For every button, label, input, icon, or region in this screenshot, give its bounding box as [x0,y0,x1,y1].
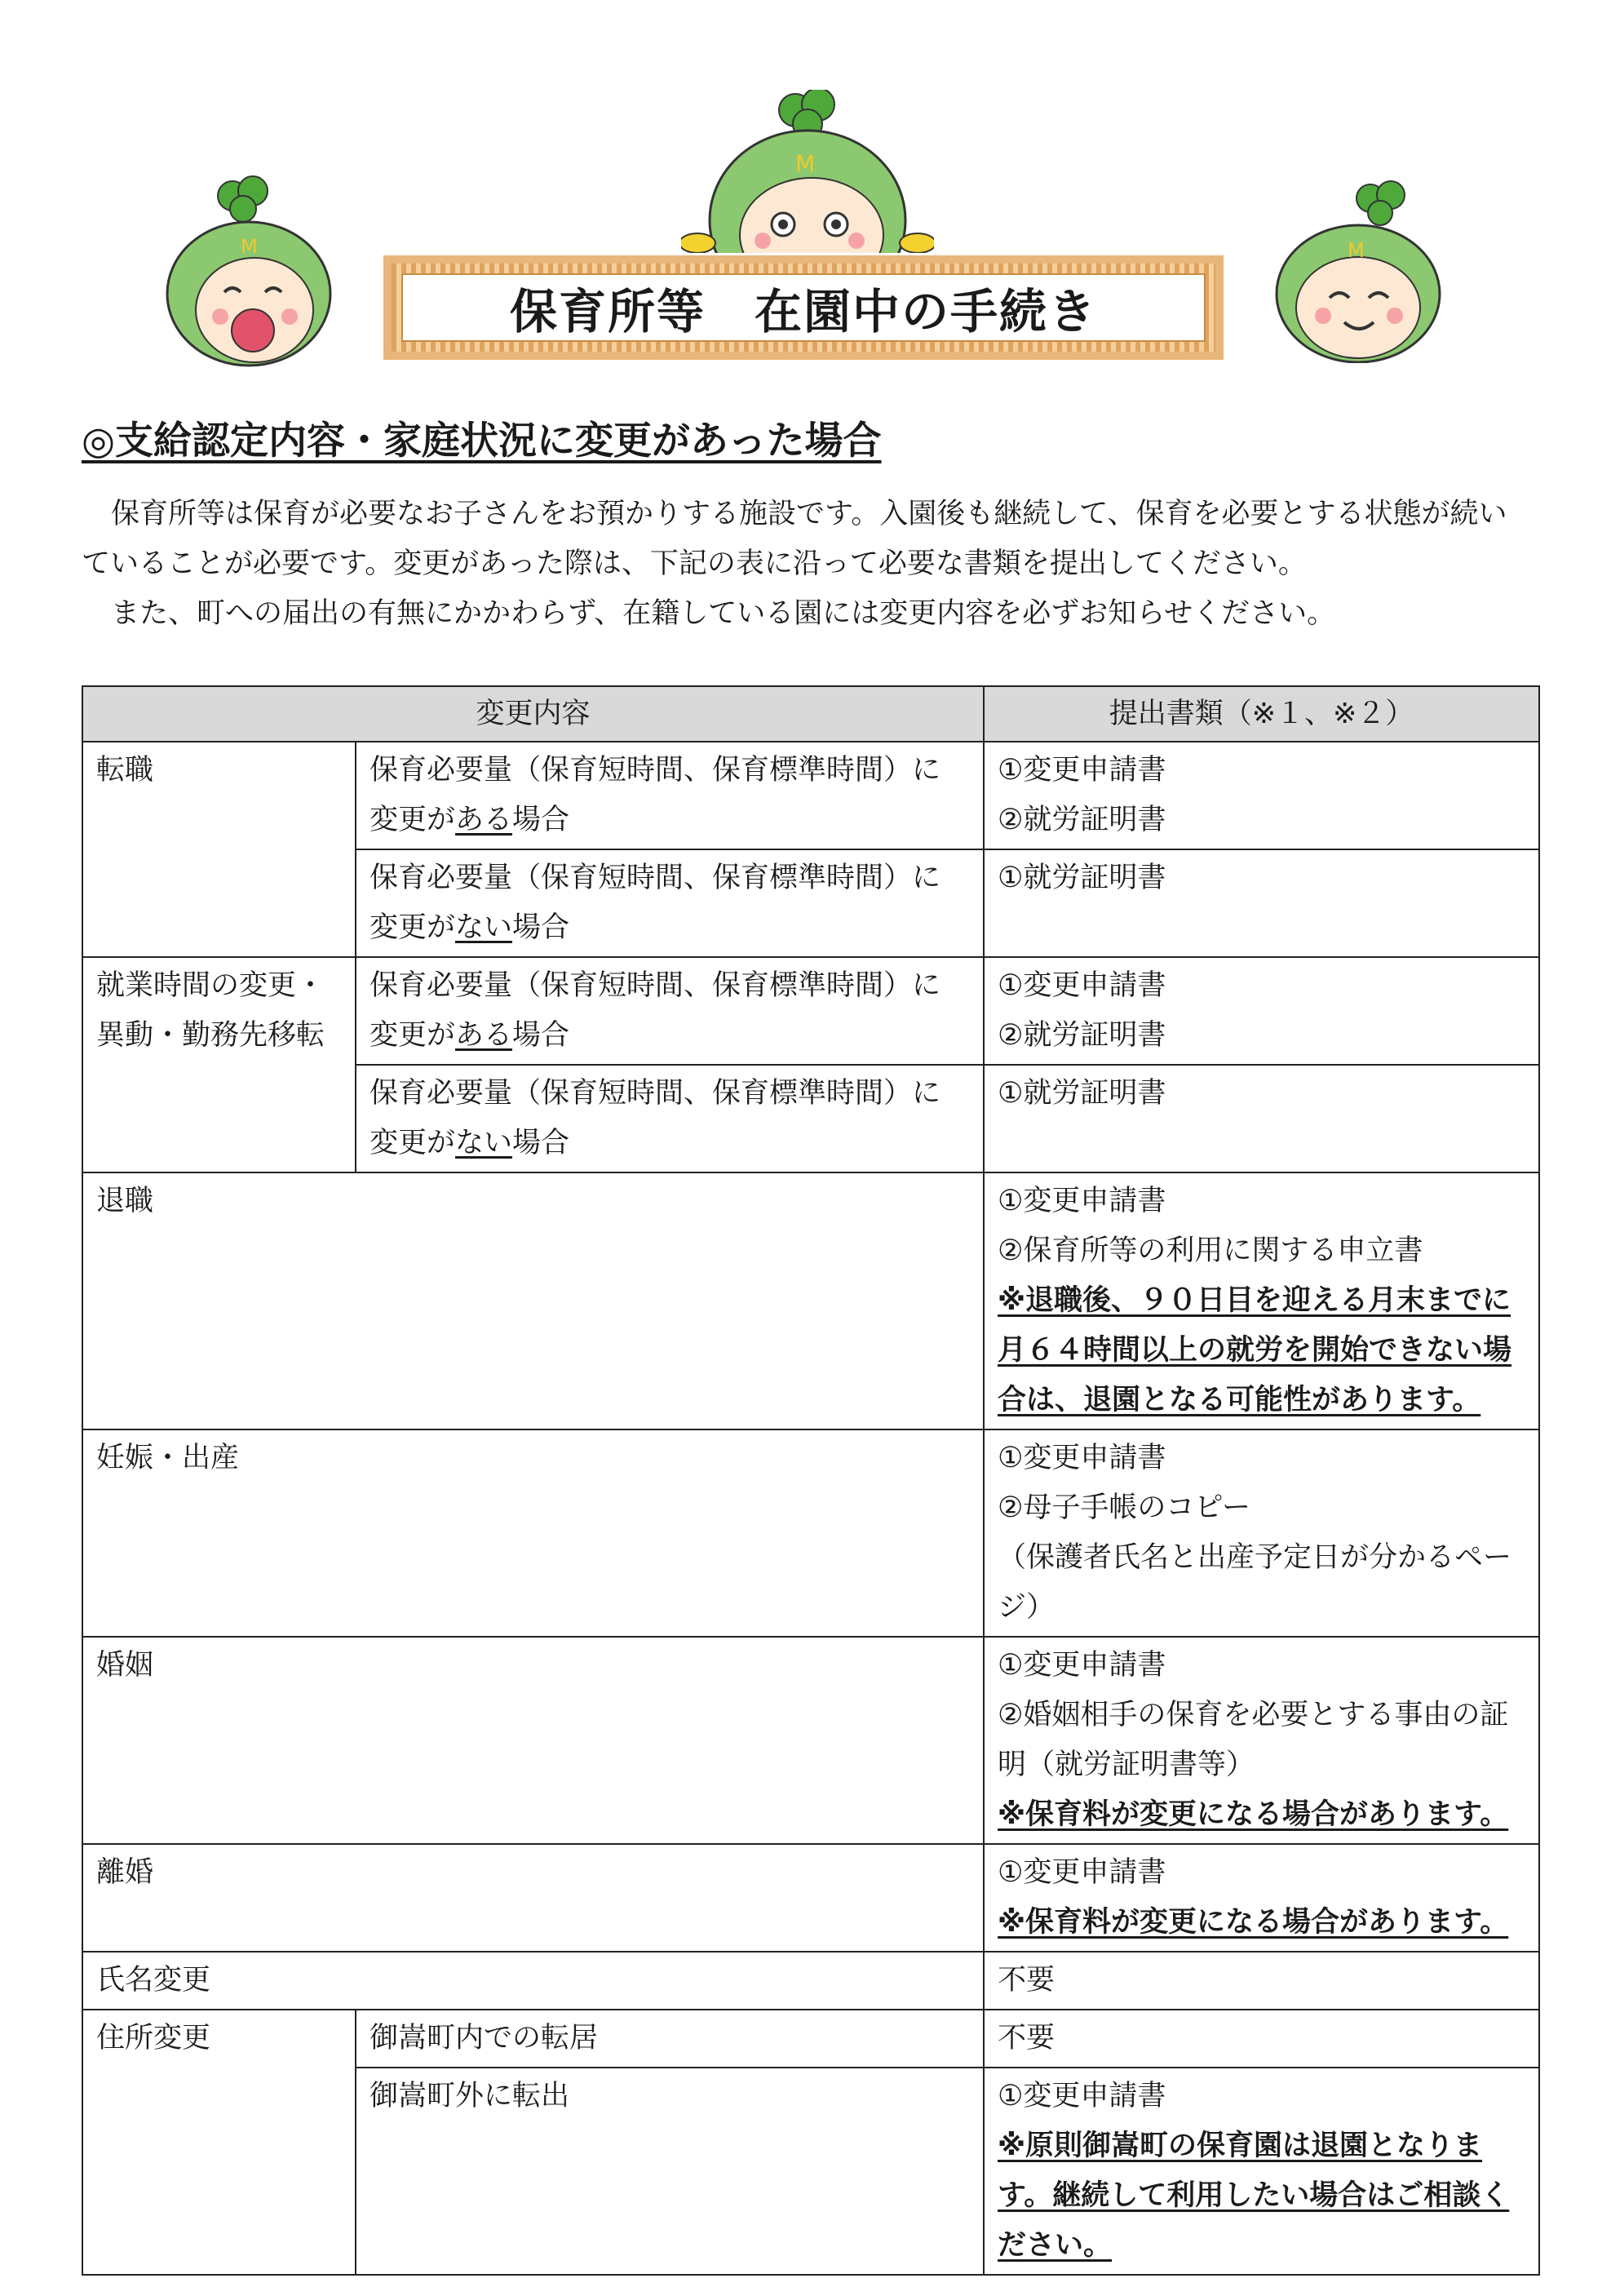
condition-cell [356,849,984,957]
condition-prefix: 保育必要量（保育短時間、保育標準時間）に [370,969,941,1002]
condition-cell [356,742,984,849]
condition-cell: 御嵩町内での転居 [356,2010,984,2068]
table-row [82,1429,1539,1637]
table-row [82,957,1539,1065]
header-change: 変更内容 [82,686,984,742]
table-row [82,1844,1539,1952]
intro-text [82,490,1534,639]
svg-text:M: M [795,150,816,177]
row-label-job-change: 転職 [82,742,356,957]
docs-cell [984,742,1539,849]
docs-cell [984,1844,1539,1952]
row-label-name-change: 氏名変更 [82,1952,984,2010]
doc-item: ①変更申請書 [998,2080,1166,2112]
condition-prefix: 保育必要量（保育短時間、保育標準時間）に [370,862,941,894]
procedures-table [82,685,1540,2276]
intro-paragraph-2: また、町への届出の有無にかかわらず、在籍している園には変更内容を必ずお知らせください。 [111,597,1336,630]
docs-cell [984,1429,1539,1637]
doc-item: ①変更申請書 [998,754,1166,787]
fee-note: ※保育料が変更になる場合があります。 [998,1906,1509,1939]
docs-cell: 不要 [984,2010,1539,2068]
row-label-pregnancy: 妊娠・出産 [82,1429,984,1637]
doc-item: ②保育所等の利用に関する申立書 [998,1234,1423,1267]
doc-item: （保護者氏名と出産予定日が分かるページ） [998,1541,1512,1624]
header-docs: 提出書類（※１、※２） [984,686,1539,742]
condition-suffix: 変更がある場合 [370,1019,570,1052]
doc-item: ②就労証明書 [998,1019,1166,1052]
condition-prefix: 保育必要量（保育短時間、保育標準時間）に [370,1077,941,1110]
doc-item: ②就労証明書 [998,804,1166,836]
row-label-work-change: 就業時間の変更・ 異動・勤務先移転 [82,957,356,1172]
mascot-left-icon [163,171,334,367]
docs-cell [984,957,1539,1065]
condition-suffix: 変更がない場合 [370,911,570,944]
row-label-divorce: 離婚 [82,1844,984,1952]
condition-suffix: 変更がある場合 [370,804,570,836]
intro-paragraph-1: 保育所等は保育が必要なお子さんをお預かりする施設です。入園後も継続して、保育を必要とする状態が続いていることが必要です。変更があった際は、下記の表に沿って必要な書類を提出してください。 [82,498,1507,580]
row-label-marriage: 婚姻 [82,1637,984,1844]
fee-note: ※保育料が変更になる場合があります。 [998,1798,1509,1831]
doc-item: ②母子手帳のコピー [998,1492,1250,1524]
table-row [82,1172,1539,1429]
docs-cell [984,2068,1539,2275]
table-header-row [82,686,1539,742]
svg-text:M: M [241,235,258,258]
docs-cell: 不要 [984,1952,1539,2010]
row-label-retire: 退職 [82,1172,984,1429]
row-label-address-change: 住所変更 [82,2010,356,2275]
doc-item: ①変更申請書 [998,1649,1166,1682]
docs-cell [984,1172,1539,1429]
condition-cell [356,957,984,1065]
doc-item: ①変更申請書 [998,1856,1166,1889]
condition-cell [356,1065,984,1172]
docs-cell [984,1637,1539,1844]
doc-item: ①変更申請書 [998,969,1166,1002]
table-row [82,1952,1539,2010]
condition-prefix: 保育必要量（保育短時間、保育標準時間）に [370,754,941,787]
svg-text:M: M [1348,239,1365,262]
page-title: 保育所等 在園中の手続き [401,273,1206,342]
docs-cell [984,849,1539,957]
retire-note: ※退職後、９０日目を迎える月末までに月６４時間以上の就労を開始できない場合は、退園となる可能性があります。 [998,1284,1512,1416]
mascot-right-icon [1272,175,1444,363]
condition-suffix: 変更がない場合 [370,1127,570,1159]
doc-item: ①変更申請書 [998,1442,1166,1474]
doc-item: ②婚姻相手の保育を必要とする事由の証明（就労証明書等） [998,1699,1509,1781]
condition-cell: 御嵩町外に転出 [356,2068,984,2275]
docs-cell [984,1065,1539,1172]
mascot-center-icon [681,90,934,253]
table-row [82,2010,1539,2068]
table-row [82,742,1539,849]
move-out-note: ※原則御嵩町の保育園は退園となります。継続して利用したい場合はご相談ください。 [998,2130,1510,2262]
table-row [82,1637,1539,1844]
doc-item: ①就労証明書 [998,862,1166,894]
section-heading: ◎支給認定内容・家庭状況に変更があった場合 [82,419,882,463]
doc-item: ①就労証明書 [998,1077,1166,1110]
doc-item: ①変更申請書 [998,1185,1166,1217]
title-banner [383,255,1224,360]
